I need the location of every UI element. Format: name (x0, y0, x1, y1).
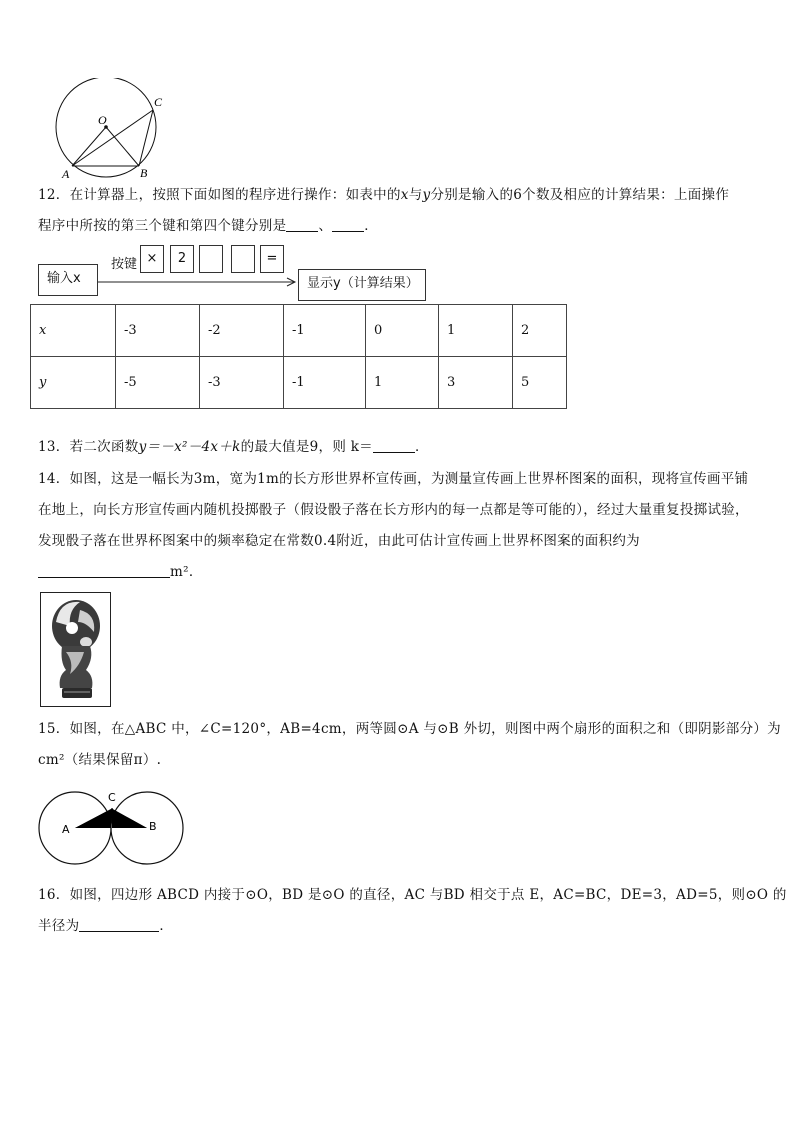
label-B: B (149, 820, 157, 833)
answer-blank[interactable] (79, 917, 159, 932)
tangent-circles-figure (38, 788, 188, 868)
table-cell: -2 (200, 305, 284, 357)
table-cell: 0 (366, 305, 439, 357)
question-16: 16．如图，四边形 ABCD 内接于⊙O，BD 是⊙O 的直径，AC 与BD 相交于点 E，AC=BC，DE=3，AD=5，则⊙O 的 半径为 ． (38, 887, 787, 934)
key-third-unknown (199, 245, 223, 273)
label-B: B (140, 166, 148, 180)
table-cell: 3 (439, 357, 513, 409)
label-C: C (108, 791, 116, 804)
key-times: × (140, 245, 164, 273)
q12-line2: 程序中所按的第三个键和第四个键分别是 (38, 218, 287, 234)
table-cell: 1 (439, 305, 513, 357)
question-14: 14．如图，这是一幅长为3m，宽为1m的长方形世界杯宣传画，为测量宣传画上世界杯图案的面积，现将宣传画平铺 在地上，向长方形宣传画内随机投掷骰子（假设骰子落在长方形内的每一点都是等可能的），经过大量重复投掷试验， 发现骰子落在世界杯图案中的频率稳定在常数0.4附近，由此可估计宣传画上世界杯图案的面积约为 m²． (38, 471, 749, 580)
program-diagram (38, 245, 488, 300)
world-cup-trophy-image (40, 592, 112, 708)
table-row-x (31, 305, 567, 357)
table-cell: -5 (116, 357, 200, 409)
key-two: 2 (170, 245, 194, 273)
q13-formula: y＝－x²－4x＋k (138, 439, 241, 455)
key-row (140, 245, 290, 273)
key-equals: = (260, 245, 284, 273)
row-label-x: x (31, 305, 116, 357)
label-O: O (98, 113, 107, 127)
circle-figure (50, 78, 170, 182)
input-x-box: 输入x (38, 264, 98, 296)
answer-blank[interactable] (38, 563, 170, 578)
question-15: 15．如图，在△ABC 中，∠C=120°，AB=4cm，两等圆⊙A 与⊙B 外切，则图中两个扇形的面积之和（即阴影部分）为 cm²（结果保留π）. (38, 721, 781, 768)
row-label-y: y (31, 357, 116, 409)
table-row-y (31, 357, 567, 409)
table-cell: -1 (284, 305, 366, 357)
question-13: 13．若二次函数y＝－x²－4x＋k的最大值是9，则 k＝ ． (38, 439, 429, 455)
answer-blank-2[interactable] (332, 217, 364, 232)
answer-blank-1[interactable] (286, 217, 318, 232)
key-fourth-unknown (231, 245, 255, 273)
arrow (98, 277, 298, 287)
q12-line1: 12．在计算器上，按照下面如图的程序进行操作：如表中的 (38, 187, 401, 203)
table-cell: 5 (513, 357, 567, 409)
output-y-box: 显示y（计算结果） (298, 269, 426, 301)
question-12: 12．在计算器上，按照下面如图的程序进行操作：如表中的x与y分别是输入的6个数及相应的计算结果：上面操作 程序中所按的第三个键和第四个键分别是 、 ． (38, 187, 730, 234)
table-cell: -3 (116, 305, 200, 357)
label-C: C (154, 95, 163, 109)
table-cell: 2 (513, 305, 567, 357)
answer-blank[interactable] (373, 438, 415, 453)
key-label: 按键 (111, 257, 138, 272)
label-A: A (62, 167, 70, 181)
xy-table (30, 304, 567, 409)
table-cell: -1 (284, 357, 366, 409)
label-A: A (62, 823, 70, 836)
table-cell: -3 (200, 357, 284, 409)
table-cell: 1 (366, 357, 439, 409)
